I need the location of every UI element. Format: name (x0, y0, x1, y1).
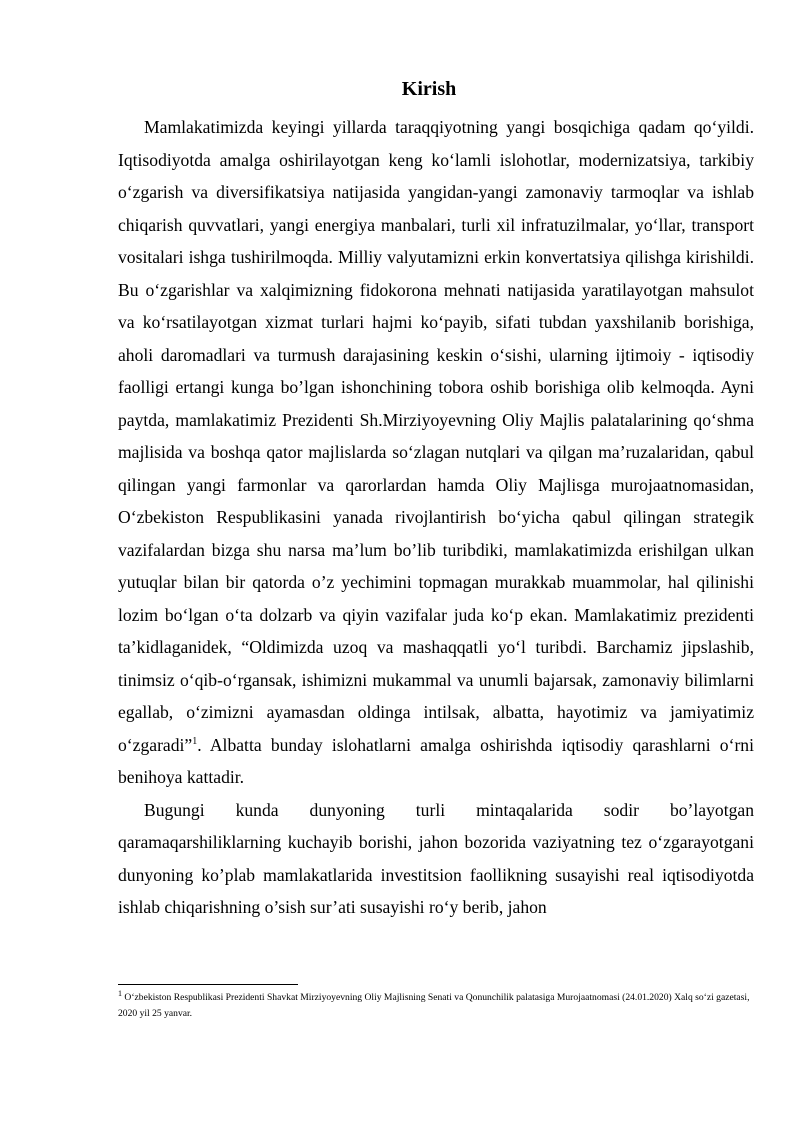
footnote-marker: 1 (118, 988, 122, 998)
page-title: Kirish (401, 78, 457, 100)
footnote-reference: 1 (192, 735, 198, 747)
body-text (118, 111, 754, 924)
footnote-text: O‘zbekiston Respublikasi Prezidenti Shavkat Mirziyoyevning Oliy Majlisning Senati va Qonunchilik palatasiga Murojaatnomasi (24.01.2020) Xalq so‘zi gazetasi, 2020 yil 25 yanvar. (118, 992, 750, 1019)
footnote-separator (118, 984, 298, 985)
paragraph-1 (118, 111, 754, 794)
paragraph-2: Bugungi kunda dunyoning turli mintaqalarida sodir bo’layotgan qaramaqarshiliklarning kuchayib borishi, jahon bozorida vaziyatning tez o‘zgarayotgani dunyoning ko’plab mamlakatlarida investitsion faollikning susayishi real iqtisodiyotda ishlab chiqarishning o’sish sur’ati susayishi ro‘y berib, jahon (118, 799, 754, 917)
paragraph-1-text-continued: . Albatta bunday islohatlarni amalga oshirishda iqtisodiy qarashlarni o‘rni benihoya kattadir. (118, 734, 754, 787)
footnote (118, 990, 758, 1022)
paragraph-1-text: Mamlakatimizda keyingi yillarda taraqqiyotning yangi bosqichiga qadam qo‘yildi. Iqtisodiyotda amalga oshirilayotgan keng ko‘lamli islohotlar, modernizatsiya, tarkibiy o‘zgarish va diversifikatsiya natijasida yangidan-yangi zamonaviy tarmoqlar va ishlab chiqarish quvvatlari, yangi energiya manbalari, turli xil infratuzilmalar, yo‘llar, transport vositalari ishga tushirilmoqda. Milliy valyutamizni erkin konvertatsiya qilishga kirishildi. Bu o‘zgarishlar va xalqimizning fidokorona mehnati natijasida yaratilayotgan mahsulot va ko‘rsatilayotgan xizmat turlari hajmi ko‘payib, sifati tubdan yaxshilanib borishiga, aholi daromadlari va turmush darajasining keskin o‘sishi, ularning ijtimoiy - iqtisodiy faolligi ertangi kunga bo’lgan ishonchining tobora oshib borishiga olib kelmoqda. Ayni paytda, mamlakatimiz Prezidenti Sh.Mirziyoyevning Oliy Majlis palatalarining qo‘shma majlisida va boshqa qator majlislarda so‘zlagan nutqlari va qilgan ma’ruzalaridan, qabul qilingan yangi farmonlar va qarorlardan hamda Oliy Majlisga murojaatnomasidan, O‘zbekiston Respublikasini yanada rivojlantirish bo‘yicha qabul qilingan strategik vazifalardan bizga shu narsa ma’lum bo’lib turibdiki, mamlakatimizda erishilgan ulkan yutuqlar bilan bir qatorda o’z yechimini topmagan murakkab muammolar, hal qilinishi lozim bo‘lgan o‘ta dolzarb va qiyin vazifalar juda ko‘p ekan. Mamlakatimiz prezidenti ta’kidlaganidek, “Oldimizda uzoq va mashaqqatli yo‘l turibdi. Barchamiz jipslashib, tinimsiz o‘qib-o‘rgansak, ishimizni mukammal va unumli bajarsak, zamonaviy bilimlarni egallab, o‘zimizni ayamasdan oldinga intilsak, albatta, hayotimiz va jamiyatimiz o‘zgaradi” (118, 117, 754, 755)
